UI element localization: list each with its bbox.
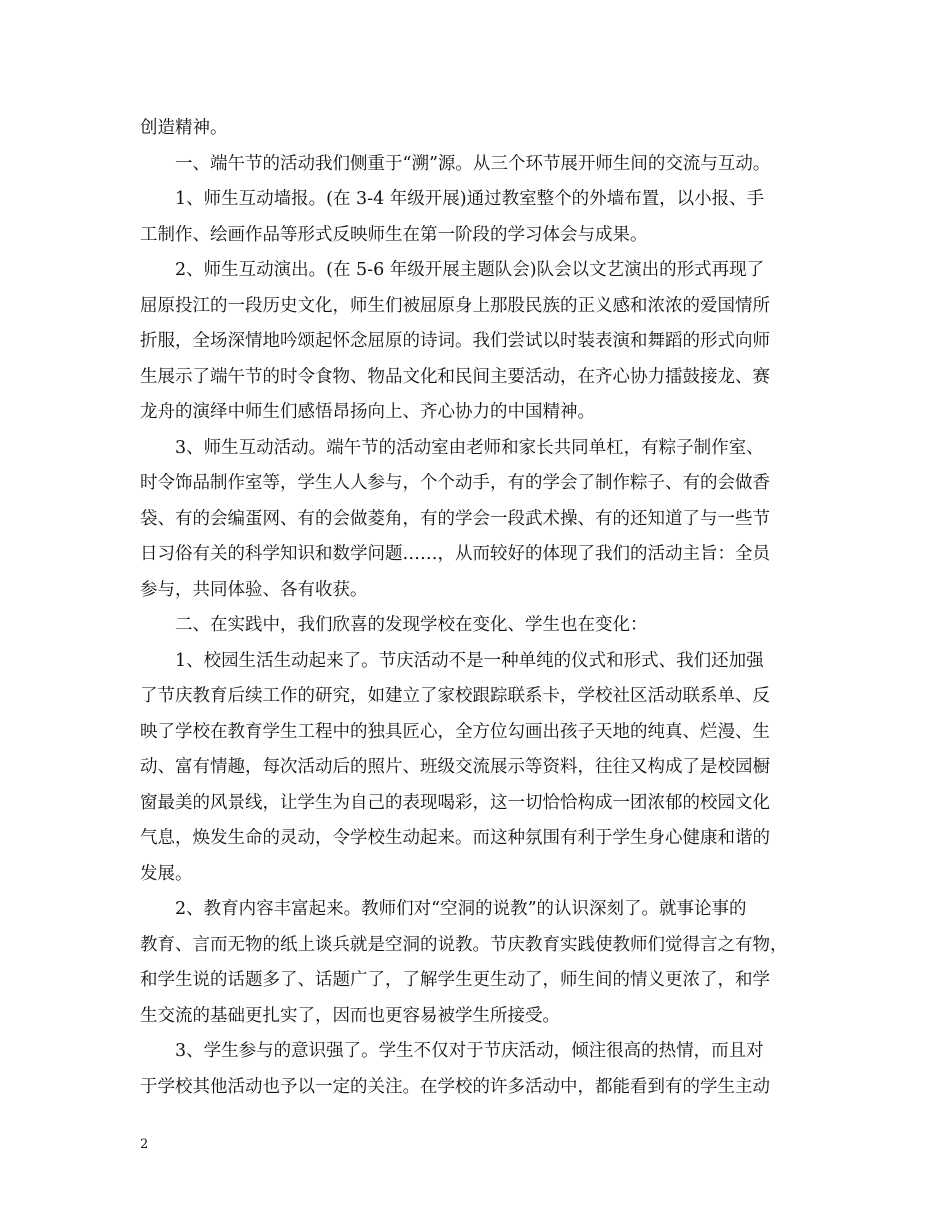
text-line: 气息，焕发生命的灵动，令学校生动起来。而这种氛围有利于学生身心健康和谐的 [140, 828, 770, 848]
text-line: 2、教育内容丰富起来。教师们对“空洞的说教”的认识深刻了。就事论事的 [175, 899, 747, 919]
text-line: 动、富有情趣，每次活动后的照片、班级交流展示等资料，往往又构成了是校园橱 [140, 757, 770, 777]
text-line: 3、师生互动活动。端午节的活动室由老师和家长共同单杠，有粽子制作室、 [175, 437, 764, 458]
text-line: 时令饰品制作室等，学生人人参与，个个动手，有的学会了制作粽子、有的会做香 [140, 473, 770, 493]
text-line: 映了学校在教育学生工程中的独具匠心，全方位勾画出孩子天地的纯真、烂漫、生 [140, 721, 770, 742]
text-line: 袋、有的会编蛋网、有的会做菱角，有的学会一段武术操、有的还知道了与一些节 [140, 508, 770, 529]
text-line: 参与，共同体验、各有收获。 [140, 579, 368, 600]
body-text [140, 111, 820, 1105]
text-line: 窗最美的风景线，让学生为自己的表现喝彩，这一切恰恰构成一团浓郁的校园文化 [140, 792, 770, 813]
text-line: 折服，全场深情地吟颂起怀念屈原的诗词。我们尝试以时装表演和舞蹈的形式向师 [140, 331, 770, 351]
text-line: 1、师生互动墙报。(在 3-4 年级开展)通过教室整个的外墙布置，以小报、手 [175, 189, 765, 209]
text-line: 屈原投江的一段历史文化，师生们被屈原身上那股民族的正义感和浓浓的爱国情所 [140, 295, 770, 316]
text-line: 二、在实践中，我们欣喜的发现学校在变化、学生也在变化： [175, 615, 648, 635]
text-line: 发展。 [140, 863, 193, 884]
text-line: 2、师生互动演出。(在 5-6 年级开展主题队会)队会以文艺演出的形式再现了 [175, 260, 765, 280]
text-line: 生交流的基础更扎实了，因而也更容易被学生所接受。 [140, 1005, 560, 1026]
text-line: 教育、言而无物的纸上谈兵就是空洞的说教。节庆教育实践使教师们觉得言之有物， [140, 934, 788, 955]
text-line: 日习俗有关的科学知识和数学问题……，从而较好的体现了我们的活动主旨：全员 [140, 544, 770, 564]
text-line: 于学校其他活动也予以一定的关注。在学校的许多活动中，都能看到有的学生主动 [140, 1076, 770, 1097]
text-line: 了节庆教育后续工作的研究，如建立了家校跟踪联系卡，学校社区活动联系单、反 [140, 686, 770, 706]
text-line: 龙舟的演绎中师生们感悟昂扬向上、齐心协力的中国精神。 [140, 402, 595, 422]
text-line: 一、端午节的活动我们侧重于“溯”源。从三个环节展开师生间的交流与互动。 [175, 153, 771, 174]
text-line: 生展示了端午节的时令食物、物品文化和民间主要活动，在齐心协力擂鼓接龙、赛 [140, 366, 770, 387]
page-number: 2 [140, 1137, 149, 1152]
text-line: 创造精神。 [140, 118, 228, 138]
text-line: 工制作、绘画作品等形式反映师生在第一阶段的学习体会与成果。 [140, 224, 648, 245]
text-line: 3、学生参与的意识强了。学生不仅对于节庆活动，倾注很高的热情，而且对 [175, 1041, 764, 1061]
text-line: 1、校园生活生动起来了。节庆活动不是一种单纯的仪式和形式、我们还加强 [175, 650, 764, 671]
text-line: 和学生说的话题多了、话题广了，了解学生更生动了，师生间的情义更浓了，和学 [140, 970, 770, 990]
